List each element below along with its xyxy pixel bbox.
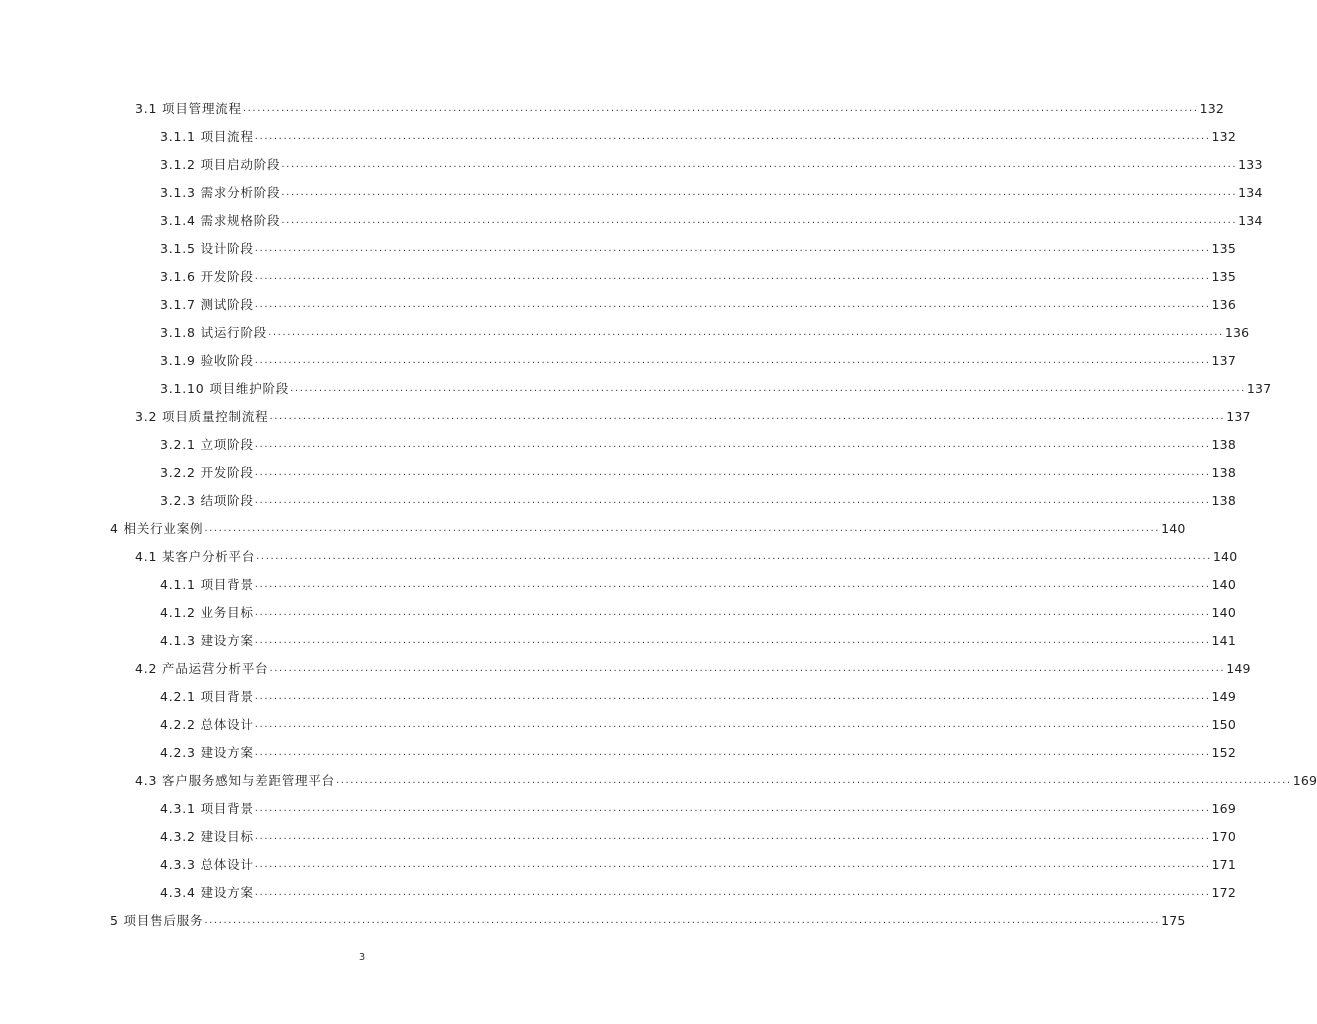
toc-dot-leader: ........................................................................................................................................................................................................: [281, 215, 1238, 226]
toc-entry-page: 171: [1211, 857, 1236, 872]
toc-entry[interactable]: [160, 150, 1263, 172]
toc-dot-leader: ........................................................................................................................................................................................................: [204, 915, 1161, 926]
toc-dot-leader: ........................................................................................................................................................................................................: [254, 719, 1211, 730]
toc-dot-leader: ........................................................................................................................................................................................................: [242, 103, 1199, 114]
toc-dot-leader: ........................................................................................................................................................................................................: [254, 439, 1211, 450]
toc-entry-label: 4.3.1 项目背景: [160, 801, 254, 816]
toc-entry-label: 4.3 客户服务感知与差距管理平台: [135, 773, 335, 788]
toc-entry-label: 4.3.4 建设方案: [160, 885, 254, 900]
toc-entry-page: 172: [1211, 885, 1236, 900]
toc-entry[interactable]: [135, 542, 1238, 564]
toc-entry[interactable]: [160, 738, 1236, 760]
toc-entry-label: 4.2 产品运营分析平台: [135, 661, 269, 676]
toc-entry[interactable]: [160, 346, 1236, 368]
toc-entry[interactable]: [160, 122, 1236, 144]
toc-entry[interactable]: [160, 710, 1236, 732]
toc-entry-page: 140: [1212, 549, 1238, 564]
toc-dot-leader: ........................................................................................................................................................................................................: [254, 495, 1211, 506]
toc-entry-page: 135: [1211, 241, 1236, 256]
toc-entry[interactable]: [160, 822, 1236, 844]
toc-entry-page: 149: [1211, 689, 1236, 704]
toc-entry-page: 135: [1211, 269, 1236, 284]
toc-entry[interactable]: [160, 234, 1236, 256]
toc-entry-page: 138: [1211, 437, 1236, 452]
toc-entry-page: 169: [1292, 773, 1317, 788]
toc-entry-page: 137: [1226, 409, 1251, 424]
toc-entry-page: 132: [1211, 129, 1236, 144]
toc-dot-leader: ........................................................................................................................................................................................................: [254, 887, 1211, 898]
toc-entry-page: 140: [1161, 521, 1186, 536]
toc-entry-page: 136: [1224, 325, 1250, 340]
toc-dot-leader: ........................................................................................................................................................................................................: [204, 523, 1161, 534]
toc-entry[interactable]: [135, 94, 1225, 116]
toc-entry-label: 4.2.3 建设方案: [160, 745, 254, 760]
toc-dot-leader: ........................................................................................................................................................................................................: [254, 467, 1211, 478]
toc-entry-page: 141: [1211, 633, 1236, 648]
toc-dot-leader: ........................................................................................................................................................................................................: [269, 411, 1226, 422]
toc-entry[interactable]: [160, 458, 1236, 480]
toc-dot-leader: ........................................................................................................................................................................................................: [254, 243, 1211, 254]
toc-entry-page: 140: [1211, 577, 1236, 592]
toc-entry-label: 4.1.1 项目背景: [160, 577, 254, 592]
toc-entry-label: 3.1.9 验收阶段: [160, 353, 254, 368]
toc-entry-label: 3.1.8 试运行阶段: [160, 325, 268, 340]
toc-dot-leader: ........................................................................................................................................................................................................: [254, 131, 1211, 142]
toc-entry-page: 150: [1211, 717, 1236, 732]
toc-dot-leader: ........................................................................................................................................................................................................: [254, 747, 1211, 758]
toc-entry-label: 4.3.3 总体设计: [160, 857, 254, 872]
toc-entry[interactable]: [160, 878, 1236, 900]
toc-entry-page: 132: [1199, 101, 1225, 116]
toc-entry-label: 4.1.2 业务目标: [160, 605, 254, 620]
toc-entry[interactable]: [160, 206, 1263, 228]
toc-dot-leader: ........................................................................................................................................................................................................: [254, 803, 1211, 814]
toc-dot-leader: ........................................................................................................................................................................................................: [254, 299, 1211, 310]
toc-entry-label: 3.1.3 需求分析阶段: [160, 185, 281, 200]
toc-dot-leader: ........................................................................................................................................................................................................: [281, 159, 1238, 170]
toc-entry-label: 3.2 项目质量控制流程: [135, 409, 269, 424]
toc-entry-label: 3.1.2 项目启动阶段: [160, 157, 281, 172]
toc-dot-leader: ........................................................................................................................................................................................................: [254, 607, 1211, 618]
toc-entry-label: 3.1 项目管理流程: [135, 101, 242, 116]
toc-entry-label: 4.3.2 建设目标: [160, 829, 254, 844]
toc-entry[interactable]: [160, 290, 1236, 312]
toc-entry-label: 3.2.2 开发阶段: [160, 465, 254, 480]
toc-entry-label: 3.1.1 项目流程: [160, 129, 254, 144]
toc-entry-page: 138: [1211, 493, 1236, 508]
toc-entry-page: 137: [1246, 381, 1272, 396]
toc-entry-label: 5 项目售后服务: [110, 913, 204, 928]
toc-entry-page: 137: [1211, 353, 1236, 368]
toc-entry-label: 4.2.2 总体设计: [160, 717, 254, 732]
toc-dot-leader: ........................................................................................................................................................................................................: [254, 691, 1211, 702]
toc-entry-page: 140: [1211, 605, 1236, 620]
toc-dot-leader: ........................................................................................................................................................................................................: [281, 187, 1238, 198]
toc-entry-label: 3.1.4 需求规格阶段: [160, 213, 281, 228]
toc-entry-page: 138: [1211, 465, 1236, 480]
toc-dot-leader: ........................................................................................................................................................................................................: [256, 551, 1212, 562]
toc-entry-page: 175: [1161, 913, 1186, 928]
toc-entry-page: 169: [1211, 801, 1236, 816]
toc-entry[interactable]: [160, 682, 1236, 704]
toc-dot-leader: ........................................................................................................................................................................................................: [335, 775, 1292, 786]
toc-entry[interactable]: [160, 486, 1236, 508]
toc-entry-label: 3.2.3 结项阶段: [160, 493, 254, 508]
toc-dot-leader: ........................................................................................................................................................................................................: [254, 831, 1211, 842]
toc-entry[interactable]: [160, 626, 1236, 648]
toc-entry[interactable]: [160, 794, 1236, 816]
toc-entry[interactable]: [135, 766, 1317, 788]
toc-entry[interactable]: [160, 598, 1236, 620]
toc-entry-page: 134: [1238, 213, 1263, 228]
toc-entry[interactable]: [160, 570, 1236, 592]
toc-entry-page: 134: [1238, 185, 1263, 200]
toc-entry-page: 152: [1211, 745, 1236, 760]
toc-entry-label: 4.1 某客户分析平台: [135, 549, 256, 564]
toc-entry-label: 3.2.1 立项阶段: [160, 437, 254, 452]
toc-entry-page: 133: [1238, 157, 1263, 172]
toc-dot-leader: ........................................................................................................................................................................................................: [290, 383, 1246, 394]
toc-entry-label: 3.1.10 项目维护阶段: [160, 381, 290, 396]
toc-entry-page: 170: [1211, 829, 1236, 844]
toc-dot-leader: ........................................................................................................................................................................................................: [254, 859, 1211, 870]
toc-entry[interactable]: [160, 850, 1236, 872]
toc-dot-leader: ........................................................................................................................................................................................................: [254, 271, 1211, 282]
toc-dot-leader: ........................................................................................................................................................................................................: [254, 355, 1211, 366]
toc-entry-label: 4 相关行业案例: [110, 521, 204, 536]
toc-entry-label: 3.1.5 设计阶段: [160, 241, 254, 256]
toc-dot-leader: ........................................................................................................................................................................................................: [269, 663, 1226, 674]
toc-dot-leader: ........................................................................................................................................................................................................: [268, 327, 1224, 338]
toc-entry[interactable]: [160, 430, 1236, 452]
toc-entry[interactable]: [110, 906, 1186, 928]
toc-dot-leader: ........................................................................................................................................................................................................: [254, 635, 1211, 646]
toc-dot-leader: ........................................................................................................................................................................................................: [254, 579, 1211, 590]
toc-entry[interactable]: [160, 178, 1263, 200]
toc-entry[interactable]: [110, 514, 1186, 536]
toc-entry-page: 149: [1226, 661, 1251, 676]
toc-entry-page: 136: [1211, 297, 1236, 312]
toc-entry[interactable]: [135, 402, 1251, 424]
toc-entry[interactable]: [160, 318, 1250, 340]
toc-entry[interactable]: [160, 374, 1272, 396]
toc-entry-label: 4.1.3 建设方案: [160, 633, 254, 648]
page-number: 3: [358, 952, 366, 963]
toc-entry[interactable]: [160, 262, 1236, 284]
toc-entry-label: 3.1.6 开发阶段: [160, 269, 254, 284]
toc-entry-label: 4.2.1 项目背景: [160, 689, 254, 704]
toc-entry[interactable]: [135, 654, 1251, 676]
toc-entry-label: 3.1.7 测试阶段: [160, 297, 254, 312]
